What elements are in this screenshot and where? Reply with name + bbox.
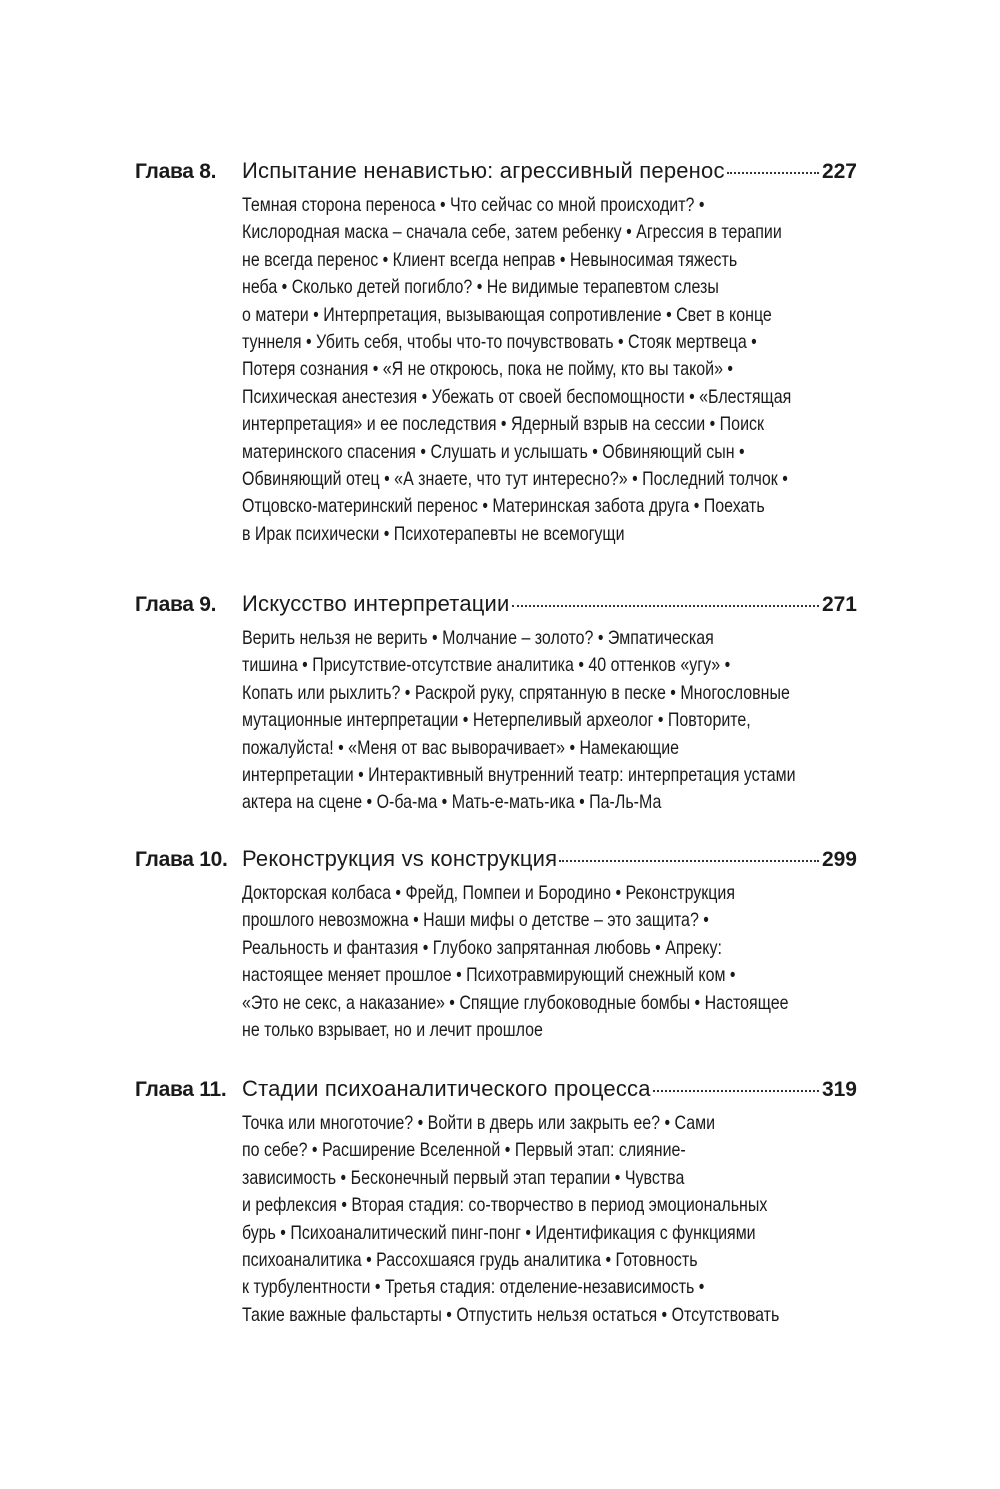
dot-leader — [653, 1089, 819, 1092]
dot-leader — [727, 171, 819, 174]
subtopic-line: тишина • Присутствие-отсутствие аналитика • 40 оттенков «угу» • — [242, 654, 731, 677]
subtopic-line: зависимость • Бесконечный первый этап терапии • Чувства — [242, 1166, 685, 1189]
chapter-label: Глава 9. — [135, 593, 217, 616]
subtopic-line: Реальность и фантазия • Глубоко запрятанная любовь • Апреку: — [242, 936, 722, 959]
subtopic-line: Темная сторона переноса • Что сейчас со мной происходит? • — [242, 194, 705, 216]
chapter-subtopics — [242, 880, 857, 1044]
toc-chapter-entry — [135, 846, 857, 1044]
subtopic-line: к турбулентности • Третья стадия: отделение-независимость • — [242, 1276, 705, 1299]
subtopic-line: неба • Сколько детей погибло? • Не видимые терапевтом слезы — [242, 276, 719, 299]
toc-chapter-entry — [135, 158, 857, 548]
dot-leader — [512, 604, 819, 607]
chapter-heading — [135, 158, 857, 188]
subtopic-line: Отцовско-материнский перенос • Материнская забота друга • Поехать — [242, 495, 765, 518]
chapter-subtopics — [242, 192, 857, 548]
subtopic-line: психоаналитика • Рассохшаяся грудь аналитика • Готовность — [242, 1248, 698, 1271]
subtopic-line: не всегда перенос • Клиент всегда неправ • Невыносимая тяжесть — [242, 248, 738, 271]
chapter-heading — [135, 846, 857, 876]
chapter-label: Глава 8. — [135, 160, 217, 183]
chapter-title: Искусство интерпретации — [242, 591, 510, 616]
subtopic-line: настоящее меняет прошлое • Психотравмирующий снежный ком • — [242, 964, 736, 987]
chapter-title: Реконструкция vs конструкция — [242, 846, 558, 871]
subtopic-line: туннеля • Убить себя, чтобы что-то почувствовать • Стояк мертвеца • — [242, 330, 757, 353]
page-number: 299 — [821, 848, 857, 871]
subtopic-line: Такие важные фальстарты • Отпустить нельзя остаться • Отсутствовать — [242, 1303, 780, 1326]
subtopic-line: «Это не секс, а наказание» • Спящие глубоководные бомбы • Настоящее — [242, 991, 789, 1014]
chapter-label: Глава 11. — [135, 1078, 227, 1101]
subtopic-line: и рефлексия • Вторая стадия: со-творчество в период эмоциональных — [242, 1194, 768, 1217]
subtopic-line: Обвиняющий отец • «А знаете, что тут интересно?» • Последний толчок • — [242, 467, 788, 490]
chapter-subtopics — [242, 625, 857, 817]
subtopic-line: мутационные интерпретации • Нетерпеливый археолог • Повторите, — [242, 709, 751, 732]
subtopic-line: Потеря сознания • «Я не откроюсь, пока не пойму, кто вы такой» • — [242, 358, 734, 381]
page-number: 227 — [821, 160, 857, 183]
subtopic-line: в Ирак психически • Психотерапевты не всемогущи — [242, 522, 625, 545]
subtopic-line: по себе? • Расширение Вселенной • Первый этап: слияние- — [242, 1139, 686, 1162]
chapter-title: Испытание ненавистью: агрессивный перенос — [242, 158, 725, 183]
subtopic-line: Психическая анестезия • Убежать от своей беспомощности • «Блестящая — [242, 385, 792, 408]
subtopic-line: пожалуйста! • «Меня от вас выворачивает» • Намекающие — [242, 736, 680, 759]
subtopic-line: интерпретация» и ее последствия • Ядерный взрыв на сессии • Поиск — [242, 413, 764, 436]
page-number: 271 — [821, 593, 857, 616]
subtopic-line: не только взрывает, но и лечит прошлое — [242, 1018, 543, 1041]
chapter-heading — [135, 591, 857, 621]
subtopic-line: прошлого невозможна • Наши мифы о детстве – это защита? • — [242, 909, 709, 932]
chapter-title: Стадии психоаналитического процесса — [242, 1076, 651, 1101]
chapter-label: Глава 10. — [135, 848, 228, 871]
toc-chapter-entry — [135, 591, 857, 817]
subtopic-line: Верить нельзя не верить • Молчание – золото? • Эмпатическая — [242, 627, 714, 649]
chapter-heading — [135, 1076, 857, 1106]
chapter-subtopics — [242, 1110, 857, 1329]
subtopic-line: Копать или рыхлить? • Раскрой руку, спрятанную в песке • Многословные — [242, 681, 790, 704]
subtopic-line: интерпретации • Интерактивный внутренний театр: интерпретация устами — [242, 763, 796, 786]
subtopic-line: Докторская колбаса • Фрейд, Помпеи и Бородино • Реконструкция — [242, 882, 736, 904]
subtopic-line: материнского спасения • Слушать и услышать • Обвиняющий сын • — [242, 440, 745, 463]
dot-leader — [559, 859, 819, 862]
subtopic-line: бурь • Психоаналитический пинг-понг • Идентификация с функциями — [242, 1221, 756, 1244]
subtopic-line: о матери • Интерпретация, вызывающая сопротивление • Свет в конце — [242, 303, 772, 326]
subtopic-line: актера на сцене • О-ба-ма • Мать-е-мать-ика • Па-Ль-Ма — [242, 791, 662, 814]
subtopic-line: Кислородная маска – сначала себе, затем ребенку • Агрессия в терапии — [242, 221, 782, 244]
toc-chapter-entry — [135, 1076, 857, 1329]
subtopic-line: Точка или многоточие? • Войти в дверь или закрыть ее? • Сами — [242, 1112, 716, 1134]
page-number: 319 — [821, 1078, 857, 1101]
